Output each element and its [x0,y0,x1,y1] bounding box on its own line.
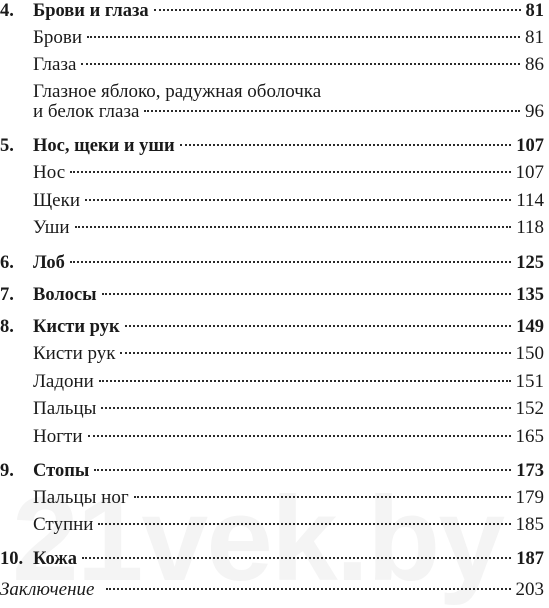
page-number: 152 [515,398,544,419]
dot-leader [75,226,512,228]
toc-entry[interactable] [0,512,544,538]
chapter-number: 4. [0,1,14,21]
entry-title: Уши [33,217,70,238]
dot-leader [85,199,511,201]
chapter-title: Стопы [33,461,90,481]
page-number: 96 [525,101,544,122]
page-number: 107 [515,162,544,183]
toc-chapter-8[interactable] [0,314,544,340]
dot-leader [81,63,520,65]
dot-leader [87,36,520,38]
toc-chapter-5[interactable] [0,133,544,159]
toc-entry[interactable] [0,396,544,422]
dot-leader [106,588,510,590]
dot-leader [99,380,511,382]
dot-leader [82,557,511,559]
page-number: 114 [516,190,544,211]
dot-leader [70,171,510,173]
page-number: 81 [525,27,544,48]
chapter-title: Лоб [33,253,65,273]
page-number: 135 [516,285,544,305]
chapter-title: Брови и глаза [33,1,149,21]
chapter-title: Кожа [33,549,77,569]
chapter-title: Волосы [33,285,97,305]
toc-chapter-9[interactable] [0,458,544,484]
toc-chapter-4[interactable] [0,0,544,24]
entry-title: Пальцы ног [33,487,129,508]
toc-entry[interactable] [0,99,544,125]
page-number: 203 [515,579,544,600]
toc-entry[interactable] [0,369,544,395]
toc-entry[interactable] [0,341,544,367]
toc-entry[interactable] [0,215,544,241]
page-number: 86 [525,54,544,75]
entry-title: Ладони [33,371,94,392]
page-number: 187 [516,549,544,569]
entry-title: Щеки [33,190,80,211]
page-number: 107 [516,136,544,156]
chapter-number: 5. [0,136,14,156]
toc-entry[interactable] [0,52,544,78]
page-number: 151 [515,371,544,392]
entry-title: Пальцы [33,398,97,419]
entry-title-line2: и белок глаза [33,101,140,122]
entry-title: Ногти [33,426,83,447]
chapter-number: 9. [0,461,14,481]
entry-title: Нос [33,162,66,183]
dot-leader [120,352,510,354]
toc-entry[interactable] [0,188,544,214]
page-number: 185 [515,514,544,535]
page-number: 150 [515,343,544,364]
toc-conclusion[interactable] [0,577,544,603]
entry-title: Ступни [33,514,94,535]
page-number: 165 [515,426,544,447]
entry-title: Кисти рук [33,343,116,364]
entry-title-line1: Глазное яблоко, радужная оболочка [33,81,322,102]
toc-entry[interactable] [0,424,544,450]
page-number: 125 [516,253,544,273]
entry-title: Глаза [33,54,77,75]
chapter-number: 6. [0,253,14,273]
conclusion-title: Заключение [0,579,95,600]
chapter-title: Нос, щеки и уши [33,136,175,156]
page-number: 81 [525,1,544,21]
toc-entry[interactable] [0,485,544,511]
toc-entry[interactable] [0,160,544,186]
toc-chapter-7[interactable] [0,282,544,308]
chapter-number: 7. [0,285,14,305]
dot-leader [98,523,510,525]
dot-leader [180,144,512,146]
toc-chapter-6[interactable] [0,250,544,276]
dot-leader [134,496,511,498]
page-number: 118 [516,217,544,238]
page-number: 173 [516,461,544,481]
chapter-number: 10. [0,549,24,569]
page-number: 149 [516,317,544,337]
dot-leader [94,469,511,471]
dot-leader [102,293,512,295]
entry-title: Брови [33,27,83,48]
dot-leader [154,9,521,11]
toc-entry[interactable] [0,25,544,51]
dot-leader [101,407,510,409]
chapter-title: Кисти рук [33,317,120,337]
dot-leader [70,261,511,263]
toc-chapter-10[interactable] [0,546,544,572]
dot-leader [144,110,520,112]
dot-leader [125,325,512,327]
dot-leader [88,435,511,437]
page-number: 179 [515,487,544,508]
chapter-number: 8. [0,317,14,337]
